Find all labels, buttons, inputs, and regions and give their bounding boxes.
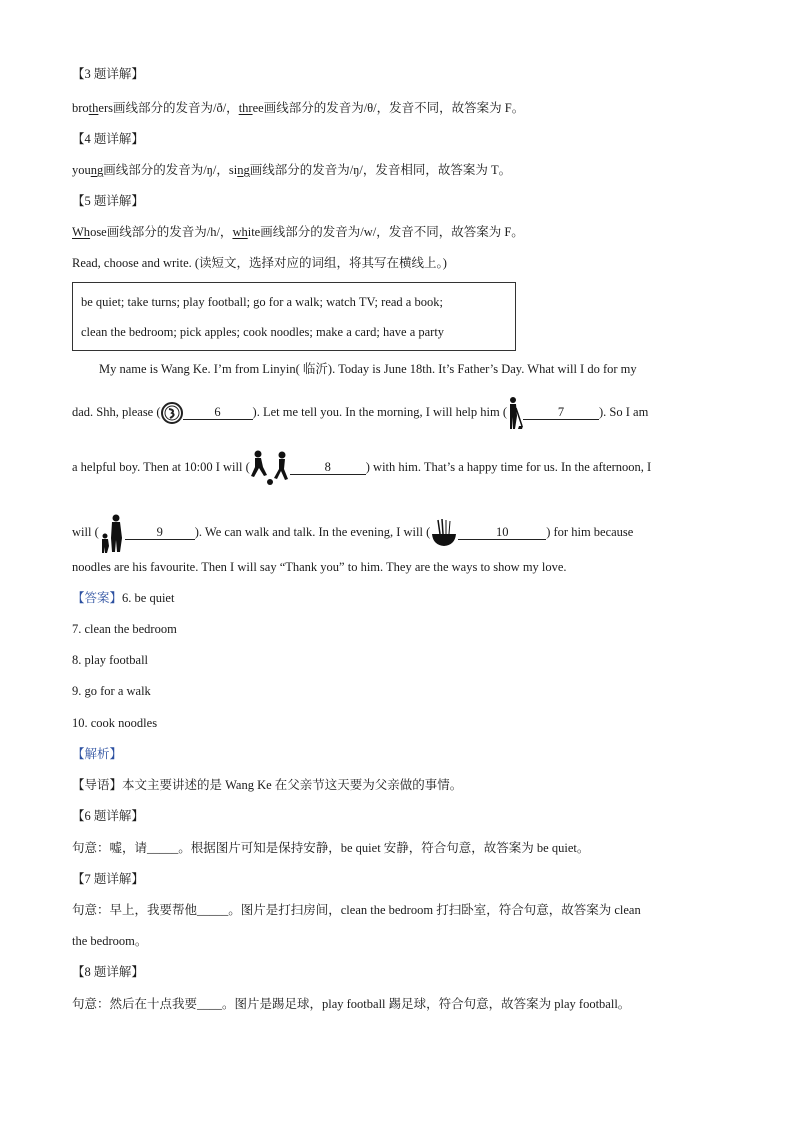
q5-heading: 【5 题详解】 [72,194,144,208]
reading-instruction: Read, choose and write. (读短文，选择对应的词组，将其写在横线上。) [72,256,447,270]
blank-7[interactable]: 7 [523,405,599,420]
q8-heading: 【8 题详解】 [72,965,144,979]
q4-heading: 【4 题详解】 [72,132,144,146]
passage-line-3: a helpful boy. Then at 10:00 I will ( 8 ) with him. That’s a happy time for us. In the afternoon, I [72,449,651,487]
analysis-label: 【解析】 [72,747,123,761]
answer-6: 【答案】6. be quiet [72,591,175,605]
word-bank-row-2: clean the bedroom; pick apples; cook noodles; make a card; have a party [81,325,445,339]
q6-explanation: 句意：嘘，请_____。根据图片可知是保持安静，be quiet 安静，符合句意，故答案为 be quiet。 [72,841,590,855]
passage-line-4: will ( 9 ). We can walk and talk. In the evening, I will ( 10 ) for him because [72,512,633,554]
q7-explanation-line-2: the bedroom。 [72,934,148,948]
word-bank-row-1: be quiet; take turns; play football; go for a walk; watch TV; read a book; [81,295,443,309]
q7-heading: 【7 题详解】 [72,872,144,886]
sweeping-person-icon [507,396,523,430]
passage-line-2: dad. Shh, please ( 6 ). Let me tell you. In the morning, I will help him ( 7 ). So I am [72,396,648,430]
q3-explanation: brothers画线部分的发音为/ð/，three画线部分的发音为/θ/，发音不同，故答案为 F。 [72,101,525,115]
answer-10: 10. cook noodles [72,716,158,730]
blank-6[interactable]: 6 [183,405,253,420]
passage-line-1: My name is Wang Ke. I’m from Linyin( 临沂). Today is June 18th. It’s Father’s Day. What will I do for my [99,362,637,376]
passage-line-5: noodles are his favourite. Then I will say “Thank you” to him. They are the ways to show my love. [72,560,567,574]
q7-explanation-line-1: 句意：早上，我要帮他_____。图片是打扫房间，clean the bedroom 打扫卧室，符合句意，故答案为 clean [72,903,641,917]
answer-7: 7. clean the bedroom [72,622,177,636]
q8-explanation: 句意：然后在十点我要____。图片是踢足球，play football 踢足球，符合句意，故答案为 play football。 [72,997,631,1011]
answer-9: 9. go for a walk [72,684,151,698]
guide-text: 【导语】本文主要讲述的是 Wang Ke 在父亲节这天要为父亲做的事情。 [72,778,463,792]
playing-football-icon [250,449,290,487]
answer-label: 【答案】 [72,591,123,605]
quiet-sign-icon [161,402,183,424]
walking-together-icon [99,512,125,554]
q3-heading: 【3 题详解】 [72,67,144,81]
blank-8[interactable]: 8 [290,460,366,475]
q4-explanation: young画线部分的发音为/ŋ/，sing画线部分的发音为/ŋ/，发音相同，故答案为 T。 [72,163,512,177]
blank-9[interactable]: 9 [125,525,195,540]
noodles-bowl-icon [430,518,458,548]
q5-explanation: Whose画线部分的发音为/h/，white画线部分的发音为/w/，发音不同，故答案为 F。 [72,225,524,239]
word-bank-box [72,282,516,351]
q6-heading: 【6 题详解】 [72,809,144,823]
answer-8: 8. play football [72,653,149,667]
blank-10[interactable]: 10 [458,525,546,540]
